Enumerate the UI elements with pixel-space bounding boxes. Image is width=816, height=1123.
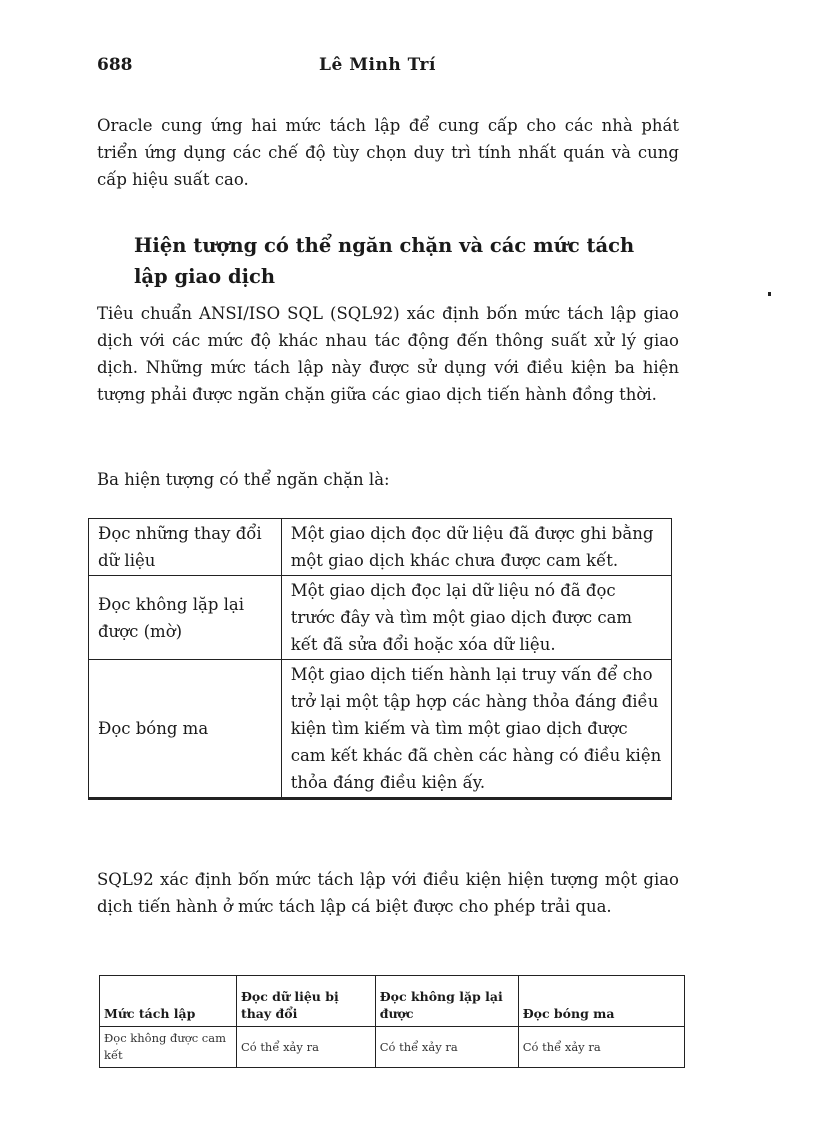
page-number: 688 (97, 55, 133, 75)
standard-paragraph: Tiêu chuẩn ANSI/ISO SQL (SQL92) xác định bốn mức tách lập giao dịch với các mức độ khác nhau tác động đến thông suất xử lý giao dịch. Những mức tách lập này được sử dụng với điều kiện ba hiện tượng phải được ngăn chặn giữa các giao dịch tiến hành đồng thời. (97, 304, 679, 404)
table-row (89, 519, 672, 576)
table-row (89, 660, 672, 799)
section-heading: Hiện tượng có thể ngăn chặn và các mức tách lập giao dịch (134, 234, 635, 288)
running-head-author: Lê Minh Trí (319, 55, 436, 75)
levels-paragraph: SQL92 xác định bốn mức tách lập với điều kiện hiện tượng một giao dịch tiến hành ở mức tách lập cá biệt được cho phép trải qua. (97, 870, 679, 916)
table-cell: Có thể xảy ra (375, 1027, 518, 1068)
column-header: Đọc bóng ma (518, 976, 684, 1027)
phenomenon-name: Đọc những thay đổi dữ liệu (89, 519, 282, 576)
table-cell: Có thể xảy ra (236, 1027, 375, 1068)
phenomenon-description: Một giao dịch đọc dữ liệu đã được ghi bằng một giao dịch khác chưa được cam kết. (281, 519, 671, 576)
table-header-row (100, 976, 685, 1027)
phenomenon-name: Đọc bóng ma (89, 660, 282, 799)
table-cell: Đọc không được cam kết (100, 1027, 237, 1068)
phenomenon-description: Một giao dịch đọc lại dữ liệu nó đã đọc trước đây và tìm một giao dịch được cam kết đã sửa đổi hoặc xóa dữ liệu. (281, 576, 671, 660)
column-header: Mức tách lập (100, 976, 237, 1027)
phenomenon-description: Một giao dịch tiến hành lại truy vấn để cho trở lại một tập hợp các hàng thỏa đáng điều kiện tìm kiếm và tìm một giao dịch được cam kết khác đã chèn các hàng có điều kiện thỏa đáng điều kiện ấy. (281, 660, 671, 799)
phenomena-intro: Ba hiện tượng có thể ngăn chặn là: (97, 470, 390, 489)
page-header (97, 55, 697, 85)
phenomena-table (88, 518, 672, 800)
column-header: Đọc không lặp lại được (375, 976, 518, 1027)
table-row (100, 1027, 685, 1068)
intro-paragraph: Oracle cung ứng hai mức tách lập để cung cấp cho các nhà phát triển ứng dụng các chế độ tùy chọn duy trì tính nhất quán và cung cấp hiệu suất cao. (97, 116, 679, 189)
margin-speck (768, 292, 771, 296)
table-cell: Có thể xảy ra (518, 1027, 684, 1068)
table-row (89, 576, 672, 660)
isolation-levels-table (99, 975, 685, 1068)
phenomenon-name: Đọc không lặp lại được (mờ) (89, 576, 282, 660)
column-header: Đọc dữ liệu bị thay đổi (236, 976, 375, 1027)
